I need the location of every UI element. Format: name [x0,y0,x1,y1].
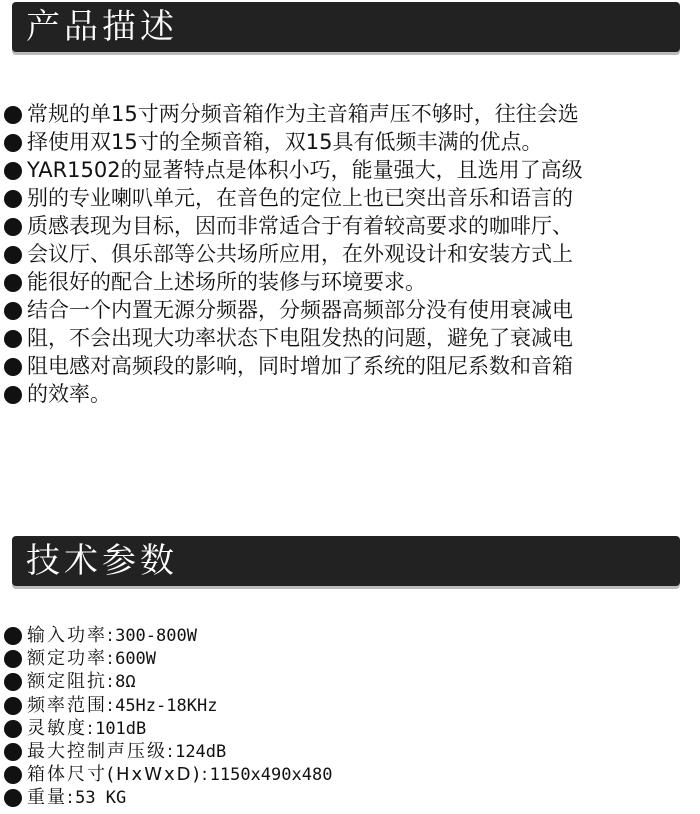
spec-value: 101dB [95,718,147,739]
bullet-icon [4,358,22,376]
bullet-icon [4,697,22,715]
bullet-icon [4,766,22,784]
spec-label: 重量: [27,787,76,809]
spec-label: 输入功率: [27,625,116,646]
spec-value: 53 KG [75,788,127,809]
bullet-icon [4,627,22,645]
description-section-header [12,2,680,52]
spec-label: 频率范围: [27,694,116,716]
spec-value: 124dB [175,741,227,762]
description-list [0,100,700,408]
spec-item-sensitivity [0,717,700,740]
description-line: 择使用双15寸的全频音箱，双15具有低频丰满的优点。 [0,128,700,156]
spec-item-input-power [0,624,700,647]
bullet-icon [4,302,22,320]
spec-value: 600W [115,649,157,670]
description-line: 的效率。 [0,380,700,408]
spec-value: 1150x490x480 [209,765,333,786]
description-line: 阻，不会出现大功率状态下电阻发热的问题，避免了衰减电 [0,324,700,352]
bullet-icon [4,386,22,404]
description-section-title: 产品描述 [26,7,178,47]
description-line: 别的专业喇叭单元，在音色的定位上也已突出音乐和语言的 [0,184,700,212]
bullet-icon [4,789,22,807]
spec-item-impedance [0,670,700,693]
description-line: 能很好的配合上述场所的装修与环境要求。 [0,268,700,296]
spec-item-rated-power [0,647,700,670]
bullet-icon [4,134,22,152]
spec-item-weight [0,786,700,809]
description-line: 会议厅、俱乐部等公共场所应用，在外观设计和安装方式上 [0,240,700,268]
specs-section-header [12,536,680,586]
spec-value: 45Hz-18KHz [115,695,218,716]
bullet-icon [4,743,22,761]
description-line: YAR1502的显著特点是体积小巧，能量强大，且选用了高级 [0,156,700,184]
description-line: 常规的单15寸两分频音箱作为主音箱声压不够时，往往会选 [0,100,700,128]
spec-item-dimensions [0,763,700,786]
spec-value: 8Ω [115,672,136,693]
bullet-icon [4,673,22,691]
specs-section-title: 技术参数 [26,541,178,581]
spec-label: 额定阻抗: [27,671,116,693]
bullet-icon [4,274,22,292]
bullet-icon [4,246,22,264]
spec-label: 灵敏度: [27,717,96,739]
spec-label: 额定功率: [27,648,116,670]
bullet-icon [4,720,22,738]
bullet-icon [4,190,22,208]
description-line: 结合一个内置无源分频器，分频器高频部分没有使用衰减电 [0,296,700,324]
spec-item-frequency-range [0,694,700,717]
spec-value: 300-800W [115,626,197,646]
bullet-icon [4,106,22,124]
bullet-icon [4,650,22,668]
description-line: 质感表现为目标，因而非常适合于有着较高要求的咖啡厅、 [0,212,700,240]
bullet-icon [4,218,22,236]
spec-label: 最大控制声压级: [27,740,176,762]
specs-list [0,624,700,810]
bullet-icon [4,330,22,348]
spec-label: 箱体尺寸(HxWxD): [27,764,210,786]
description-line: 阻电感对高频段的影响，同时增加了系统的阻尼系数和音箱 [0,352,700,380]
spec-item-max-spl [0,740,700,763]
bullet-icon [4,162,22,180]
